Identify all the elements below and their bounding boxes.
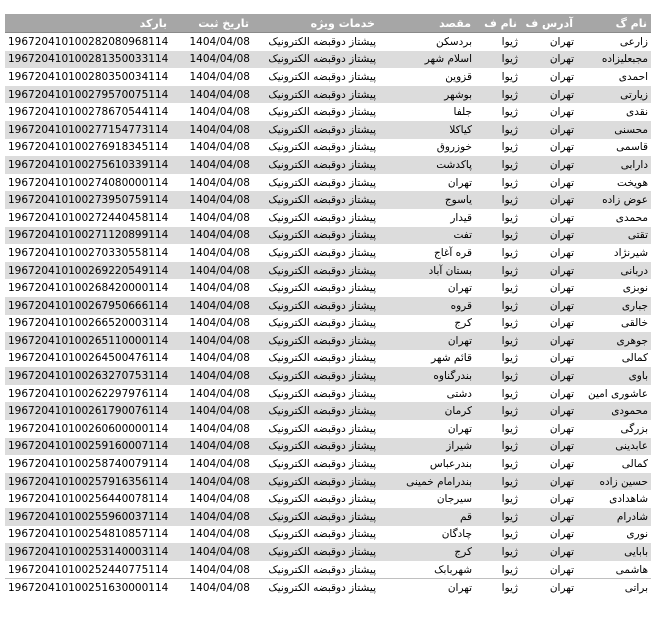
cell-recipient-name[interactable]: محسنی xyxy=(577,121,651,139)
cell-service[interactable]: پیشتاز دوقبضه الکترونیک xyxy=(253,174,379,192)
cell-barcode[interactable]: 196720410100278670544114 xyxy=(5,103,171,121)
cell-destination[interactable]: کرج xyxy=(379,543,475,561)
cell-sender-address[interactable]: تهران xyxy=(521,508,577,526)
cell-service[interactable]: پیشتاز دوقبضه الکترونیک xyxy=(253,156,379,174)
table-row[interactable] xyxy=(5,68,651,86)
cell-date[interactable]: 1404/04/08 xyxy=(171,103,253,121)
cell-service[interactable]: پیشتاز دوقبضه الکترونیک xyxy=(253,33,379,51)
cell-service[interactable]: پیشتاز دوقبضه الکترونیک xyxy=(253,279,379,297)
cell-destination[interactable]: قروه xyxy=(379,297,475,315)
cell-sender-name[interactable]: ژیوا xyxy=(475,438,521,456)
cell-destination[interactable]: تهران xyxy=(379,579,475,597)
cell-service[interactable]: پیشتاز دوقبضه الکترونیک xyxy=(253,420,379,438)
cell-barcode[interactable]: 196720410100279570075114 xyxy=(5,86,171,104)
cell-sender-address[interactable]: تهران xyxy=(521,455,577,473)
cell-barcode[interactable]: 196720410100276918345114 xyxy=(5,139,171,157)
cell-sender-address[interactable]: تهران xyxy=(521,473,577,491)
table-row[interactable] xyxy=(5,490,651,508)
table-row[interactable] xyxy=(5,526,651,544)
table-row[interactable] xyxy=(5,297,651,315)
table-row[interactable] xyxy=(5,438,651,456)
cell-date[interactable]: 1404/04/08 xyxy=(171,156,253,174)
cell-recipient-name[interactable]: دربانی xyxy=(577,262,651,280)
cell-sender-name[interactable]: ژیوا xyxy=(475,508,521,526)
cell-date[interactable]: 1404/04/08 xyxy=(171,438,253,456)
cell-barcode[interactable]: 196720410100264500476114 xyxy=(5,350,171,368)
table-row[interactable] xyxy=(5,174,651,192)
header-service[interactable]: خدمات ویژه xyxy=(253,14,379,33)
cell-destination[interactable]: کرمان xyxy=(379,402,475,420)
cell-sender-address[interactable]: تهران xyxy=(521,438,577,456)
cell-sender-name[interactable]: ژیوا xyxy=(475,174,521,192)
cell-date[interactable]: 1404/04/08 xyxy=(171,209,253,227)
cell-destination[interactable]: بستان آباد xyxy=(379,262,475,280)
cell-recipient-name[interactable]: قاسمی xyxy=(577,139,651,157)
cell-destination[interactable]: قره آغاج xyxy=(379,244,475,262)
cell-sender-address[interactable]: تهران xyxy=(521,156,577,174)
cell-sender-name[interactable]: ژیوا xyxy=(475,244,521,262)
cell-service[interactable]: پیشتاز دوقبضه الکترونیک xyxy=(253,561,379,579)
cell-date[interactable]: 1404/04/08 xyxy=(171,385,253,403)
cell-sender-name[interactable]: ژیوا xyxy=(475,490,521,508)
cell-sender-name[interactable]: ژیوا xyxy=(475,51,521,69)
cell-date[interactable]: 1404/04/08 xyxy=(171,490,253,508)
cell-destination[interactable]: بوشهر xyxy=(379,86,475,104)
cell-destination[interactable]: خوزروق xyxy=(379,139,475,157)
cell-sender-name[interactable]: ژیوا xyxy=(475,279,521,297)
cell-barcode[interactable]: 196720410100255960037114 xyxy=(5,508,171,526)
cell-recipient-name[interactable]: دارابی xyxy=(577,156,651,174)
cell-recipient-name[interactable]: نقدی xyxy=(577,103,651,121)
cell-barcode[interactable]: 196720410100266520003114 xyxy=(5,315,171,333)
cell-sender-address[interactable]: تهران xyxy=(521,174,577,192)
cell-sender-address[interactable]: تهران xyxy=(521,402,577,420)
table-row[interactable] xyxy=(5,561,651,579)
cell-service[interactable]: پیشتاز دوقبضه الکترونیک xyxy=(253,191,379,209)
table-row[interactable] xyxy=(5,455,651,473)
cell-destination[interactable]: قم xyxy=(379,508,475,526)
header-destination[interactable]: مقصد xyxy=(379,14,475,33)
cell-sender-address[interactable]: تهران xyxy=(521,244,577,262)
cell-destination[interactable]: تهران xyxy=(379,332,475,350)
cell-barcode[interactable]: 196720410100265110000114 xyxy=(5,332,171,350)
cell-recipient-name[interactable]: محمودی xyxy=(577,402,651,420)
cell-sender-address[interactable]: تهران xyxy=(521,51,577,69)
cell-sender-address[interactable]: تهران xyxy=(521,350,577,368)
cell-date[interactable]: 1404/04/08 xyxy=(171,367,253,385)
cell-service[interactable]: پیشتاز دوقبضه الکترونیک xyxy=(253,402,379,420)
table-row[interactable] xyxy=(5,508,651,526)
cell-date[interactable]: 1404/04/08 xyxy=(171,86,253,104)
cell-date[interactable]: 1404/04/08 xyxy=(171,68,253,86)
cell-destination[interactable]: بندرگناوه xyxy=(379,367,475,385)
cell-sender-name[interactable]: ژیوا xyxy=(475,315,521,333)
cell-sender-address[interactable]: تهران xyxy=(521,103,577,121)
cell-date[interactable]: 1404/04/08 xyxy=(171,332,253,350)
cell-sender-address[interactable]: تهران xyxy=(521,262,577,280)
cell-sender-address[interactable]: تهران xyxy=(521,68,577,86)
cell-sender-address[interactable]: تهران xyxy=(521,579,577,597)
cell-recipient-name[interactable]: خالقی xyxy=(577,315,651,333)
cell-service[interactable]: پیشتاز دوقبضه الکترونیک xyxy=(253,121,379,139)
cell-service[interactable]: پیشتاز دوقبضه الکترونیک xyxy=(253,209,379,227)
cell-sender-address[interactable]: تهران xyxy=(521,526,577,544)
cell-destination[interactable]: بندرعباس xyxy=(379,455,475,473)
cell-sender-name[interactable]: ژیوا xyxy=(475,156,521,174)
cell-sender-address[interactable]: تهران xyxy=(521,139,577,157)
cell-service[interactable]: پیشتاز دوقبضه الکترونیک xyxy=(253,543,379,561)
cell-sender-name[interactable]: ژیوا xyxy=(475,420,521,438)
cell-destination[interactable]: قزوین xyxy=(379,68,475,86)
cell-sender-name[interactable]: ژیوا xyxy=(475,455,521,473)
cell-sender-address[interactable]: تهران xyxy=(521,332,577,350)
cell-recipient-name[interactable]: شادرام xyxy=(577,508,651,526)
table-row[interactable] xyxy=(5,51,651,69)
cell-sender-address[interactable]: تهران xyxy=(521,297,577,315)
cell-sender-name[interactable]: ژیوا xyxy=(475,209,521,227)
cell-sender-address[interactable]: تهران xyxy=(521,209,577,227)
table-row[interactable] xyxy=(5,156,651,174)
cell-sender-address[interactable]: تهران xyxy=(521,420,577,438)
cell-date[interactable]: 1404/04/08 xyxy=(171,402,253,420)
cell-service[interactable]: پیشتاز دوقبضه الکترونیک xyxy=(253,139,379,157)
cell-recipient-name[interactable]: هویخت xyxy=(577,174,651,192)
table-row[interactable] xyxy=(5,473,651,491)
cell-destination[interactable]: قیدار xyxy=(379,209,475,227)
cell-recipient-name[interactable]: عابدینی xyxy=(577,438,651,456)
cell-barcode[interactable]: 196720410100282080968114 xyxy=(5,33,171,51)
cell-recipient-name[interactable]: زیارتی xyxy=(577,86,651,104)
cell-service[interactable]: پیشتاز دوقبضه الکترونیک xyxy=(253,350,379,368)
cell-sender-address[interactable]: تهران xyxy=(521,543,577,561)
cell-destination[interactable]: قائم شهر xyxy=(379,350,475,368)
cell-destination[interactable]: دشتی xyxy=(379,385,475,403)
cell-date[interactable]: 1404/04/08 xyxy=(171,139,253,157)
table-row[interactable] xyxy=(5,227,651,245)
cell-barcode[interactable]: 196720410100254810857114 xyxy=(5,526,171,544)
cell-service[interactable]: پیشتاز دوقبضه الکترونیک xyxy=(253,455,379,473)
cell-sender-address[interactable]: تهران xyxy=(521,279,577,297)
cell-destination[interactable]: بردسکن xyxy=(379,33,475,51)
cell-destination[interactable]: جلفا xyxy=(379,103,475,121)
cell-barcode[interactable]: 196720410100280350034114 xyxy=(5,68,171,86)
cell-barcode[interactable]: 196720410100257916356114 xyxy=(5,473,171,491)
cell-sender-address[interactable]: تهران xyxy=(521,561,577,579)
cell-recipient-name[interactable]: باوی xyxy=(577,367,651,385)
cell-sender-address[interactable]: تهران xyxy=(521,121,577,139)
cell-service[interactable]: پیشتاز دوقبضه الکترونیک xyxy=(253,438,379,456)
cell-destination[interactable]: تهران xyxy=(379,279,475,297)
cell-date[interactable]: 1404/04/08 xyxy=(171,244,253,262)
table-row[interactable] xyxy=(5,191,651,209)
cell-destination[interactable]: تهران xyxy=(379,174,475,192)
cell-recipient-name[interactable]: احمدی xyxy=(577,68,651,86)
cell-sender-address[interactable]: تهران xyxy=(521,490,577,508)
table-row[interactable] xyxy=(5,543,651,561)
cell-destination[interactable]: اسلام شهر xyxy=(379,51,475,69)
cell-barcode[interactable]: 196720410100262297976114 xyxy=(5,385,171,403)
cell-sender-address[interactable]: تهران xyxy=(521,86,577,104)
cell-sender-name[interactable]: ژیوا xyxy=(475,350,521,368)
cell-recipient-name[interactable]: محمدی xyxy=(577,209,651,227)
cell-barcode[interactable]: 196720410100270330558114 xyxy=(5,244,171,262)
cell-barcode[interactable]: 196720410100274080000114 xyxy=(5,174,171,192)
header-sender-address[interactable]: آدرس ف xyxy=(521,14,577,33)
cell-service[interactable]: پیشتاز دوقبضه الکترونیک xyxy=(253,367,379,385)
cell-date[interactable]: 1404/04/08 xyxy=(171,579,253,597)
table-body xyxy=(5,33,651,598)
table-row[interactable] xyxy=(5,332,651,350)
cell-destination[interactable]: تهران xyxy=(379,420,475,438)
cell-date[interactable]: 1404/04/08 xyxy=(171,191,253,209)
table-row[interactable] xyxy=(5,402,651,420)
cell-recipient-name[interactable]: نوری xyxy=(577,526,651,544)
cell-barcode[interactable]: 196720410100271120899114 xyxy=(5,227,171,245)
cell-destination[interactable]: شهربابک xyxy=(379,561,475,579)
cell-sender-name[interactable]: ژیوا xyxy=(475,86,521,104)
table-row[interactable] xyxy=(5,139,651,157)
table-row[interactable] xyxy=(5,86,651,104)
cell-barcode[interactable]: 196720410100281350033114 xyxy=(5,51,171,69)
table-row[interactable] xyxy=(5,367,651,385)
cell-sender-name[interactable]: ژیوا xyxy=(475,402,521,420)
cell-date[interactable]: 1404/04/08 xyxy=(171,315,253,333)
cell-date[interactable]: 1404/04/08 xyxy=(171,526,253,544)
cell-barcode[interactable]: 196720410100273950759114 xyxy=(5,191,171,209)
cell-sender-name[interactable]: ژیوا xyxy=(475,385,521,403)
cell-sender-address[interactable]: تهران xyxy=(521,191,577,209)
cell-sender-address[interactable]: تهران xyxy=(521,367,577,385)
cell-recipient-name[interactable]: هاشمی xyxy=(577,561,651,579)
table-row[interactable] xyxy=(5,262,651,280)
header-row xyxy=(5,14,651,33)
cell-date[interactable]: 1404/04/08 xyxy=(171,121,253,139)
cell-date[interactable]: 1404/04/08 xyxy=(171,262,253,280)
cell-service[interactable]: پیشتاز دوقبضه الکترونیک xyxy=(253,579,379,597)
header-date[interactable]: تاریخ ثبت xyxy=(171,14,253,33)
header-sender-name[interactable]: نام ف xyxy=(475,14,521,33)
cell-date[interactable]: 1404/04/08 xyxy=(171,473,253,491)
cell-barcode[interactable]: 196720410100268420000114 xyxy=(5,279,171,297)
cell-recipient-name[interactable]: بابایی xyxy=(577,543,651,561)
cell-destination[interactable]: یاسوج xyxy=(379,191,475,209)
cell-service[interactable]: پیشتاز دوقبضه الکترونیک xyxy=(253,315,379,333)
cell-barcode[interactable]: 196720410100275610339114 xyxy=(5,156,171,174)
cell-service[interactable]: پیشتاز دوقبضه الکترونیک xyxy=(253,490,379,508)
cell-recipient-name[interactable]: مجبعلیزاده xyxy=(577,51,651,69)
cell-barcode[interactable]: 196720410100272440458114 xyxy=(5,209,171,227)
cell-service[interactable]: پیشتاز دوقبضه الکترونیک xyxy=(253,385,379,403)
cell-recipient-name[interactable]: جباری xyxy=(577,297,651,315)
cell-date[interactable]: 1404/04/08 xyxy=(171,227,253,245)
cell-date[interactable]: 1404/04/08 xyxy=(171,297,253,315)
cell-recipient-name[interactable]: حسین زاده xyxy=(577,473,651,491)
cell-recipient-name[interactable]: نوبزی xyxy=(577,279,651,297)
cell-sender-name[interactable]: ژیوا xyxy=(475,561,521,579)
cell-recipient-name[interactable]: زارعی xyxy=(577,33,651,51)
cell-destination[interactable]: شیراز xyxy=(379,438,475,456)
cell-barcode[interactable]: 196720410100259160007114 xyxy=(5,438,171,456)
cell-barcode[interactable]: 196720410100260600000114 xyxy=(5,420,171,438)
cell-date[interactable]: 1404/04/08 xyxy=(171,51,253,69)
cell-service[interactable]: پیشتاز دوقبضه الکترونیک xyxy=(253,68,379,86)
cell-sender-name[interactable]: ژیوا xyxy=(475,579,521,597)
cell-barcode[interactable]: 196720410100267950666114 xyxy=(5,297,171,315)
cell-sender-name[interactable]: ژیوا xyxy=(475,332,521,350)
cell-sender-name[interactable]: ژیوا xyxy=(475,33,521,51)
cell-sender-name[interactable]: ژیوا xyxy=(475,297,521,315)
table-row[interactable] xyxy=(5,121,651,139)
cell-recipient-name[interactable]: عوض زاده xyxy=(577,191,651,209)
cell-destination[interactable]: تفت xyxy=(379,227,475,245)
cell-sender-name[interactable]: ژیوا xyxy=(475,367,521,385)
cell-barcode[interactable]: 196720410100256440078114 xyxy=(5,490,171,508)
cell-sender-address[interactable]: تهران xyxy=(521,227,577,245)
cell-service[interactable]: پیشتاز دوقبضه الکترونیک xyxy=(253,262,379,280)
cell-sender-name[interactable]: ژیوا xyxy=(475,68,521,86)
table-row[interactable] xyxy=(5,579,651,597)
cell-service[interactable]: پیشتاز دوقبضه الکترونیک xyxy=(253,103,379,121)
cell-destination[interactable]: پاکدشت xyxy=(379,156,475,174)
cell-service[interactable]: پیشتاز دوقبضه الکترونیک xyxy=(253,227,379,245)
cell-date[interactable]: 1404/04/08 xyxy=(171,350,253,368)
cell-barcode[interactable]: 196720410100251630000114 xyxy=(5,579,171,597)
cell-destination[interactable]: بندرامام خمینی xyxy=(379,473,475,491)
cell-barcode[interactable]: 196720410100277154773114 xyxy=(5,121,171,139)
table-row[interactable] xyxy=(5,420,651,438)
cell-sender-name[interactable]: ژیوا xyxy=(475,139,521,157)
cell-service[interactable]: پیشتاز دوقبضه الکترونیک xyxy=(253,51,379,69)
cell-sender-name[interactable]: ژیوا xyxy=(475,526,521,544)
table-row[interactable] xyxy=(5,350,651,368)
cell-date[interactable]: 1404/04/08 xyxy=(171,561,253,579)
cell-service[interactable]: پیشتاز دوقبضه الکترونیک xyxy=(253,332,379,350)
cell-sender-name[interactable]: ژیوا xyxy=(475,121,521,139)
cell-barcode[interactable]: 196720410100269220549114 xyxy=(5,262,171,280)
cell-sender-name[interactable]: ژیوا xyxy=(475,191,521,209)
cell-service[interactable]: پیشتاز دوقبضه الکترونیک xyxy=(253,526,379,544)
cell-recipient-name[interactable]: جوهری xyxy=(577,332,651,350)
table-row[interactable] xyxy=(5,209,651,227)
table-row[interactable] xyxy=(5,244,651,262)
cell-recipient-name[interactable]: شیرنژاد xyxy=(577,244,651,262)
cell-sender-address[interactable]: تهران xyxy=(521,385,577,403)
cell-destination[interactable]: کیاکلا xyxy=(379,121,475,139)
cell-recipient-name[interactable]: تقتی xyxy=(577,227,651,245)
table-row[interactable] xyxy=(5,315,651,333)
cell-recipient-name[interactable]: کمالی xyxy=(577,350,651,368)
header-barcode[interactable]: بارکد xyxy=(5,14,171,33)
cell-sender-address[interactable]: تهران xyxy=(521,315,577,333)
cell-service[interactable]: پیشتاز دوقبضه الکترونیک xyxy=(253,244,379,262)
cell-recipient-name[interactable]: بزرگی xyxy=(577,420,651,438)
cell-date[interactable]: 1404/04/08 xyxy=(171,174,253,192)
cell-date[interactable]: 1404/04/08 xyxy=(171,543,253,561)
cell-sender-address[interactable]: تهران xyxy=(521,33,577,51)
cell-date[interactable]: 1404/04/08 xyxy=(171,33,253,51)
cell-sender-name[interactable]: ژیوا xyxy=(475,543,521,561)
cell-destination[interactable]: چادگان xyxy=(379,526,475,544)
cell-recipient-name[interactable]: براتی xyxy=(577,579,651,597)
cell-date[interactable]: 1404/04/08 xyxy=(171,455,253,473)
shipments-table xyxy=(5,14,651,597)
cell-service[interactable]: پیشتاز دوقبضه الکترونیک xyxy=(253,508,379,526)
table-row[interactable] xyxy=(5,103,651,121)
cell-date[interactable]: 1404/04/08 xyxy=(171,279,253,297)
table-row[interactable] xyxy=(5,33,651,51)
table-row[interactable] xyxy=(5,279,651,297)
cell-destination[interactable]: سیرجان xyxy=(379,490,475,508)
cell-service[interactable]: پیشتاز دوقبضه الکترونیک xyxy=(253,473,379,491)
header-recipient-name[interactable]: نام گ xyxy=(577,14,651,33)
cell-service[interactable]: پیشتاز دوقبضه الکترونیک xyxy=(253,86,379,104)
cell-sender-name[interactable]: ژیوا xyxy=(475,103,521,121)
cell-service[interactable]: پیشتاز دوقبضه الکترونیک xyxy=(253,297,379,315)
cell-sender-name[interactable]: ژیوا xyxy=(475,227,521,245)
table-row[interactable] xyxy=(5,385,651,403)
cell-recipient-name[interactable]: عاشوری امین xyxy=(577,385,651,403)
cell-sender-name[interactable]: ژیوا xyxy=(475,473,521,491)
cell-sender-name[interactable]: ژیوا xyxy=(475,262,521,280)
cell-barcode[interactable]: 196720410100252440775114 xyxy=(5,561,171,579)
table-header xyxy=(5,14,651,33)
cell-date[interactable]: 1404/04/08 xyxy=(171,420,253,438)
cell-destination[interactable]: کرج xyxy=(379,315,475,333)
cell-barcode[interactable]: 196720410100263270753114 xyxy=(5,367,171,385)
cell-barcode[interactable]: 196720410100258740079114 xyxy=(5,455,171,473)
cell-barcode[interactable]: 196720410100261790076114 xyxy=(5,402,171,420)
cell-barcode[interactable]: 196720410100253140003114 xyxy=(5,543,171,561)
cell-recipient-name[interactable]: شاهدادی xyxy=(577,490,651,508)
cell-date[interactable]: 1404/04/08 xyxy=(171,508,253,526)
cell-recipient-name[interactable]: کمالی xyxy=(577,455,651,473)
